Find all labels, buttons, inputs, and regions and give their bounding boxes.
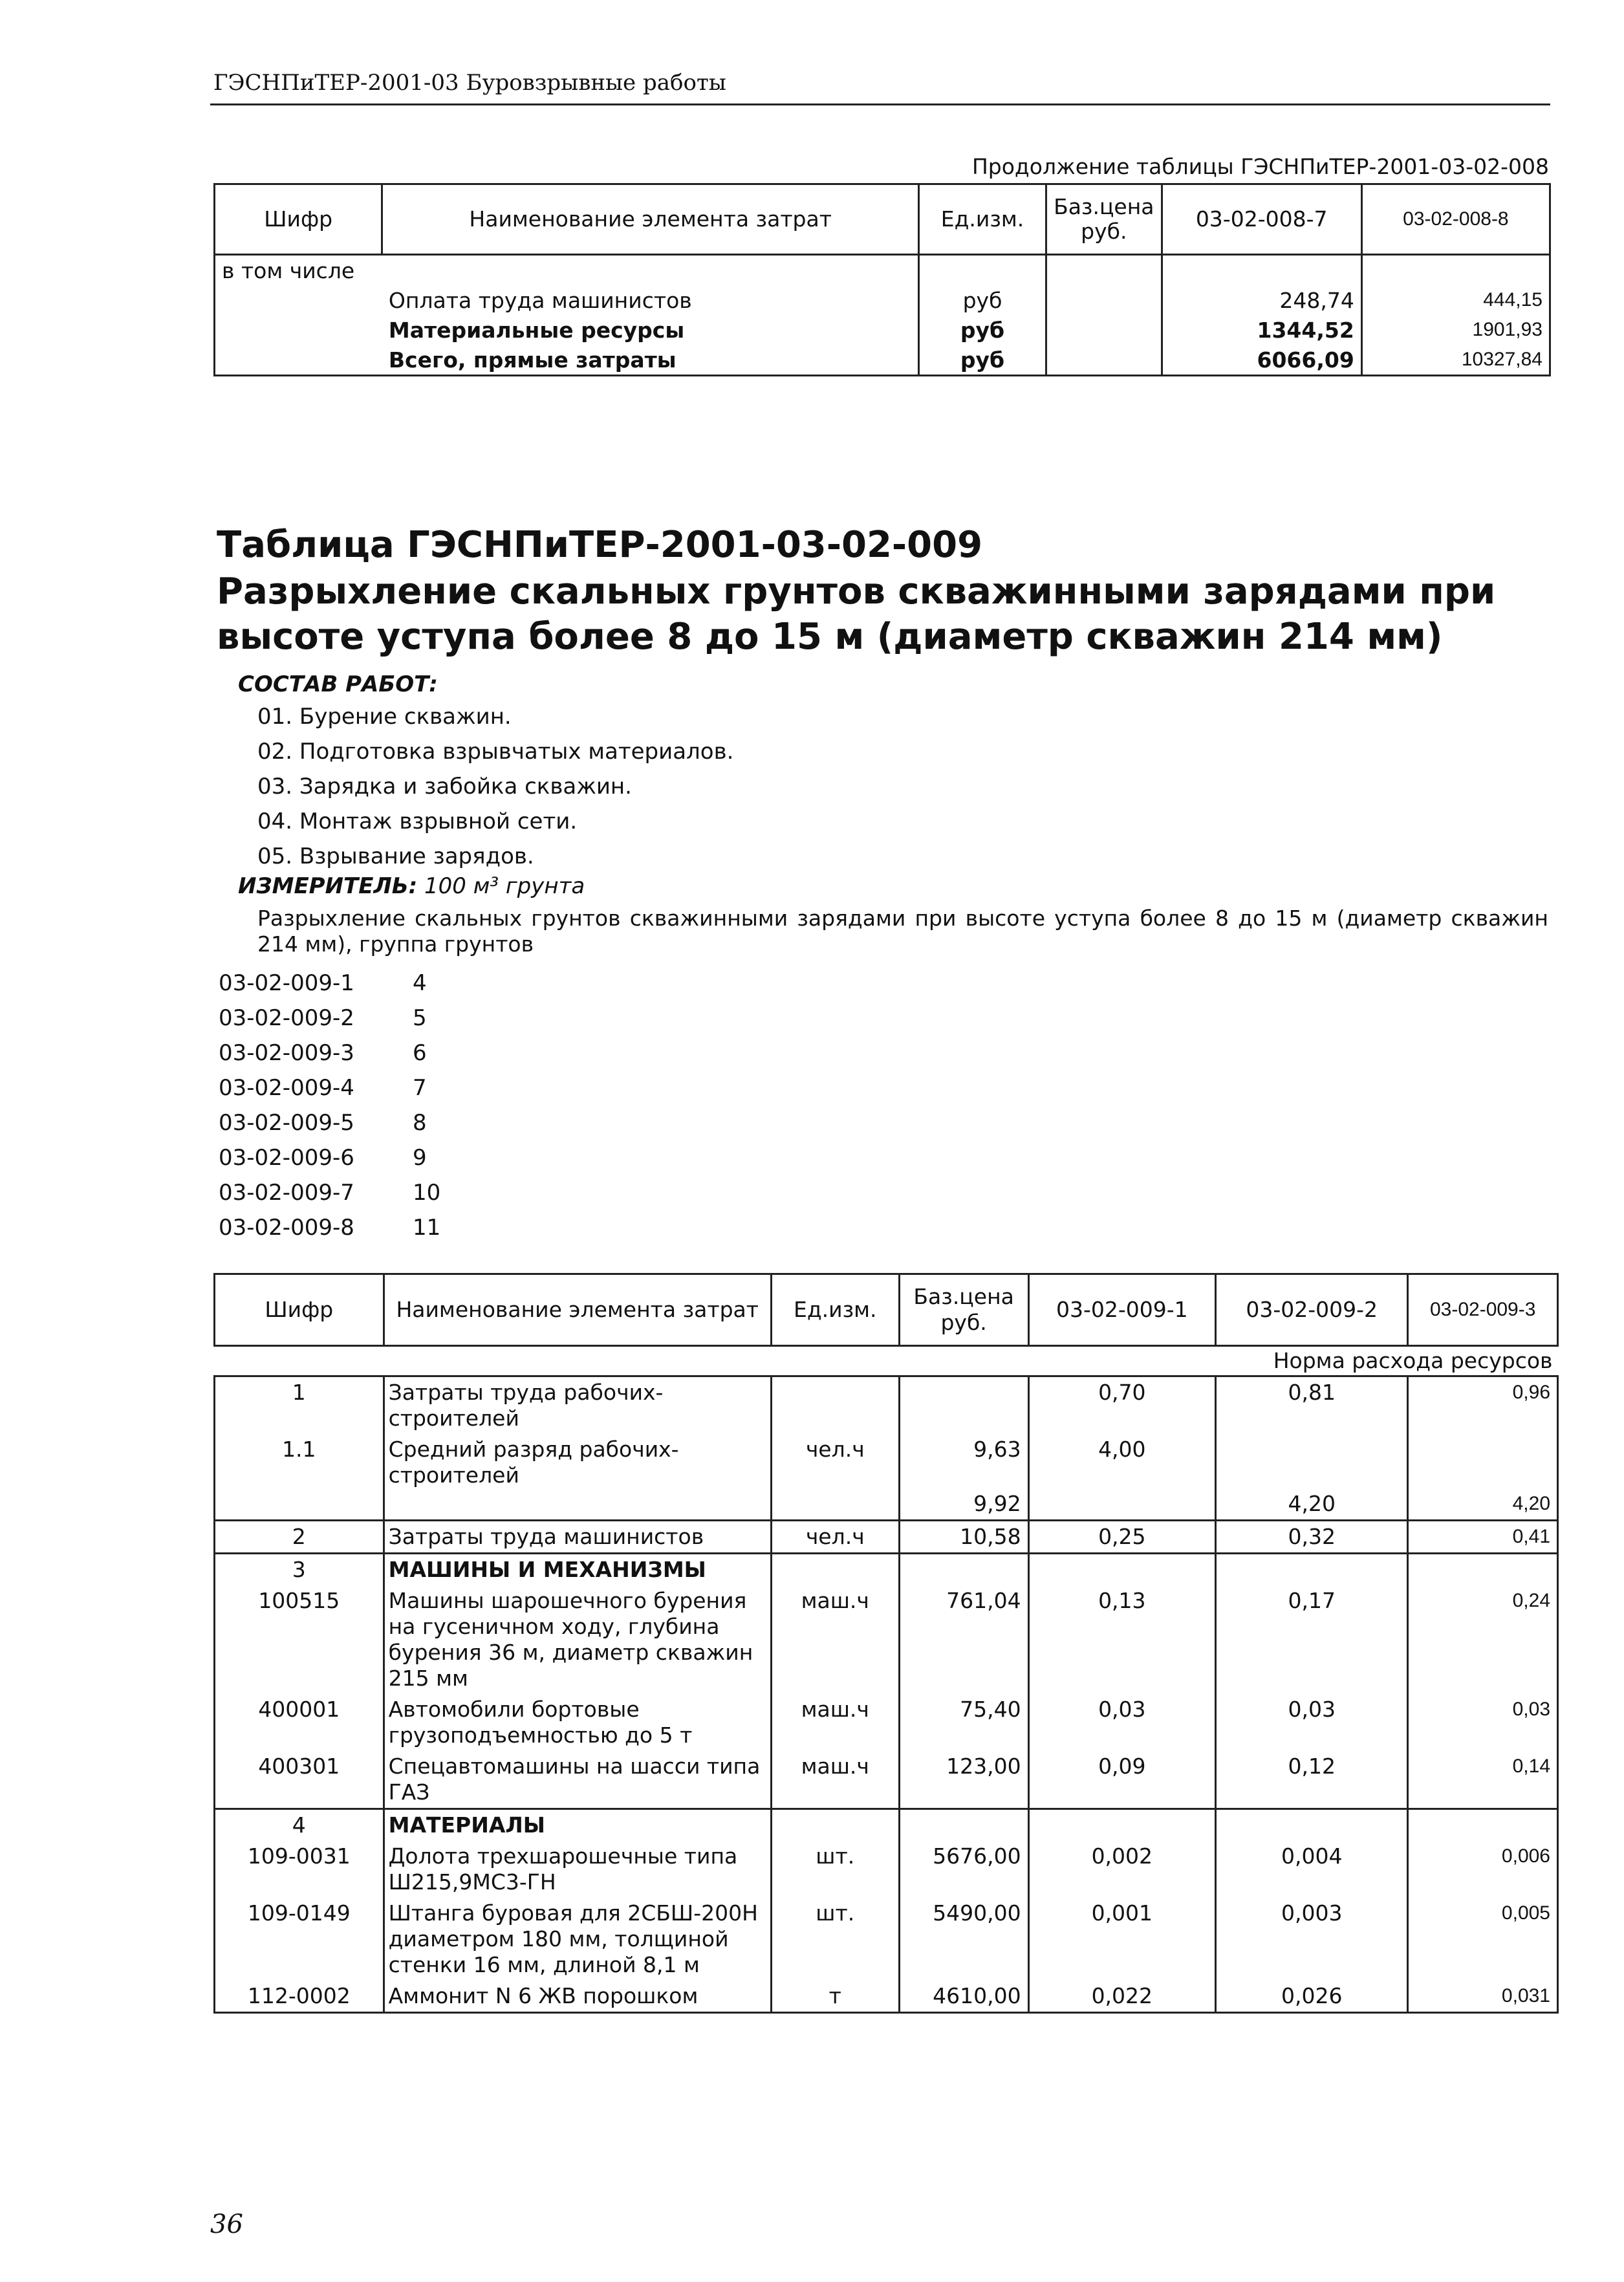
unit-cell: [771, 1554, 899, 1586]
table-row: [215, 345, 1550, 376]
value-cell: 444,15: [1361, 285, 1550, 315]
code-row: [219, 1040, 427, 1066]
soil-group: 8: [413, 1110, 427, 1136]
value-cell: [1216, 1554, 1408, 1586]
value-cell: 0,006: [1408, 1841, 1558, 1898]
unit-cell: маш.ч: [771, 1751, 899, 1809]
work-item: 02. Подготовка взрывчатых материалов.: [257, 739, 734, 765]
value-cell: [1028, 1554, 1215, 1586]
value-cell: 0,13: [1028, 1585, 1215, 1694]
table-row: [215, 1521, 1558, 1554]
resource-name: Машины шарошечного бурения на гусеничном ходу, глубина бурения 36 м, диаметр скважин 215 мм: [384, 1585, 771, 1694]
value-cell: 10327,84: [1361, 345, 1550, 376]
resource-code: 100515: [215, 1585, 384, 1694]
value-cell: 0,12: [1216, 1751, 1408, 1809]
table-row: [215, 285, 1550, 315]
table-row: [215, 1585, 1558, 1694]
table-row: [215, 1751, 1558, 1809]
table-title: Таблица ГЭСНПиТЕР-2001-03-02-009: [217, 524, 983, 566]
value-cell: 0,96: [1408, 1376, 1558, 1435]
soil-group: 4: [413, 970, 427, 996]
unit-cell: руб: [918, 285, 1046, 315]
unit-cell: маш.ч: [771, 1694, 899, 1751]
resource-name: МАТЕРИАЛЫ: [384, 1809, 771, 1842]
price-cell: 9,92: [899, 1491, 1028, 1521]
value-cell: [1408, 1554, 1558, 1586]
unit-cell: маш.ч: [771, 1585, 899, 1694]
header-unit: Ед.изм.: [918, 184, 1046, 255]
header-col-008-7: 03-02-008-7: [1162, 184, 1361, 255]
resource-name: [384, 1491, 771, 1521]
value-cell: 4,00: [1028, 1434, 1215, 1491]
header-col-009-1: 03-02-009-1: [1028, 1274, 1215, 1346]
resource-name: Спецавтомашины на шасси типа ГАЗ: [384, 1751, 771, 1809]
code-row: [219, 970, 427, 996]
value-cell: 0,81: [1216, 1376, 1408, 1435]
value-cell: 248,74: [1162, 285, 1361, 315]
value-cell: 0,001: [1028, 1898, 1215, 1981]
header-col-009-2: 03-02-009-2: [1216, 1274, 1408, 1346]
code-row: [219, 1215, 441, 1241]
norm-code: 03-02-009-8: [219, 1215, 354, 1241]
value-cell: 0,25: [1028, 1521, 1215, 1554]
value-cell: [1216, 1434, 1408, 1491]
measure-line: [238, 873, 585, 899]
header-name: Наименование элемента затрат: [382, 184, 919, 255]
running-head: ГЭСНПиТЕР-2001-03 Буровзрывные работы: [213, 70, 726, 96]
value-cell: 0,022: [1028, 1981, 1215, 2013]
work-composition-label: СОСТАВ РАБОТ:: [238, 671, 438, 697]
resource-name: МАШИНЫ И МЕХАНИЗМЫ: [384, 1554, 771, 1586]
unit-cell: [771, 1491, 899, 1521]
header-cipher: Шифр: [215, 184, 382, 255]
price-cell: 5676,00: [899, 1841, 1028, 1898]
norm-code: 03-02-009-2: [219, 1005, 354, 1031]
table-row: [215, 1981, 1558, 2013]
work-item: 01. Бурение скважин.: [257, 704, 512, 730]
resource-name: Штанга буровая для 2СБШ-200Н диаметром 180 мм, толщиной стенки 16 мм, длиной 8,1 м: [384, 1898, 771, 1981]
norm-description: Разрыхление скальных грунтов скважинными зарядами при высоте уступа более 8 до 15 м (диаметр скважин 214 мм), группа грунтов: [257, 906, 1548, 957]
unit-cell: [918, 255, 1046, 286]
table-row: [215, 1694, 1558, 1751]
table-row: [215, 1898, 1558, 1981]
norms-table: [213, 1273, 1559, 2014]
price-cell: [1046, 285, 1162, 315]
measure-value: 100 м³ грунта: [424, 873, 585, 899]
value-cell: 6066,09: [1162, 345, 1361, 376]
code-row: [219, 1110, 427, 1136]
price-cell: 761,04: [899, 1585, 1028, 1694]
price-cell: [1046, 345, 1162, 376]
code-row: [219, 1145, 427, 1171]
value-cell: [1408, 1809, 1558, 1842]
header-col-008-8: 03-02-008-8: [1361, 184, 1550, 255]
header-name: Наименование элемента затрат: [384, 1274, 771, 1346]
table-row: [215, 1434, 1558, 1491]
value-cell: 1344,52: [1162, 315, 1361, 345]
value-cell: 0,24: [1408, 1585, 1558, 1694]
value-cell: 0,03: [1408, 1694, 1558, 1751]
soil-group: 9: [413, 1145, 427, 1171]
price-cell: [899, 1554, 1028, 1586]
value-cell: 0,026: [1216, 1981, 1408, 2013]
value-cell: 4,20: [1408, 1491, 1558, 1521]
norm-code: 03-02-009-1: [219, 970, 354, 996]
page-number: 36: [210, 2210, 243, 2239]
value-cell: 0,09: [1028, 1751, 1215, 1809]
soil-group: 6: [413, 1040, 427, 1066]
table-row: [215, 1554, 1558, 1586]
value-cell: 0,41: [1408, 1521, 1558, 1554]
resource-name: Долота трехшарошечные типа Ш215,9МС3-ГН: [384, 1841, 771, 1898]
value-cell: [1028, 1491, 1215, 1521]
norm-code: 03-02-009-4: [219, 1075, 354, 1101]
cipher-cell: [215, 315, 382, 345]
value-cell: 0,03: [1216, 1694, 1408, 1751]
value-cell: [1162, 255, 1361, 286]
soil-group: 7: [413, 1075, 427, 1101]
value-cell: 0,002: [1028, 1841, 1215, 1898]
cost-element-name: Материальные ресурсы: [382, 315, 919, 345]
code-row: [219, 1005, 427, 1031]
continuation-table: [213, 183, 1551, 376]
price-cell: [899, 1376, 1028, 1435]
table-row: [215, 1376, 1558, 1435]
price-cell: 123,00: [899, 1751, 1028, 1809]
header-base-price: Баз.цена руб.: [1046, 184, 1162, 255]
table-subtitle: Разрыхление скальных грунтов скважинными зарядами при высоте уступа более 8 до 15 м (диаметр скважин 214 мм): [217, 570, 1496, 658]
value-cell: [1028, 1809, 1215, 1842]
code-row: [219, 1075, 427, 1101]
price-cell: 5490,00: [899, 1898, 1028, 1981]
price-cell: 9,63: [899, 1434, 1028, 1491]
resource-code: 4: [215, 1809, 384, 1842]
value-cell: [1408, 1434, 1558, 1491]
norma-caption: Норма расхода ресурсов: [215, 1346, 1558, 1376]
price-cell: [1046, 315, 1162, 345]
resource-name: Затраты труда машинистов: [384, 1521, 771, 1554]
norm-code: 03-02-009-7: [219, 1180, 354, 1206]
table-row: [215, 315, 1550, 345]
header-unit: Ед.изм.: [771, 1274, 899, 1346]
cost-element-name: в том числе: [215, 255, 919, 286]
value-cell: 0,031: [1408, 1981, 1558, 2013]
unit-cell: руб: [918, 345, 1046, 376]
value-cell: 0,14: [1408, 1751, 1558, 1809]
resource-code: 2: [215, 1521, 384, 1554]
header-rule: [210, 103, 1550, 105]
code-row: [219, 1180, 441, 1206]
unit-cell: шт.: [771, 1841, 899, 1898]
value-cell: 0,03: [1028, 1694, 1215, 1751]
resource-code: 1.1: [215, 1434, 384, 1491]
cipher-cell: [215, 285, 382, 315]
resource-code: 109-0149: [215, 1898, 384, 1981]
resource-name: Автомобили бортовые грузоподъемностью до 5 т: [384, 1694, 771, 1751]
resource-code: 3: [215, 1554, 384, 1586]
value-cell: 0,32: [1216, 1521, 1408, 1554]
soil-group: 5: [413, 1005, 427, 1031]
table-row: [215, 1491, 1558, 1521]
value-cell: [1216, 1809, 1408, 1842]
work-item: 04. Монтаж взрывной сети.: [257, 809, 578, 834]
unit-cell: чел.ч: [771, 1521, 899, 1554]
soil-group: 11: [413, 1215, 441, 1241]
table-row: [215, 255, 1550, 286]
norm-code: 03-02-009-3: [219, 1040, 354, 1066]
value-cell: 0,17: [1216, 1585, 1408, 1694]
value-cell: 0,70: [1028, 1376, 1215, 1435]
table-row: [215, 1841, 1558, 1898]
unit-cell: руб: [918, 315, 1046, 345]
resource-code: 400001: [215, 1694, 384, 1751]
header-cipher: Шифр: [215, 1274, 384, 1346]
resource-code: 400301: [215, 1751, 384, 1809]
soil-group: 10: [413, 1180, 441, 1206]
work-item: 05. Взрывание зарядов.: [257, 843, 534, 869]
unit-cell: т: [771, 1981, 899, 2013]
value-cell: 4,20: [1216, 1491, 1408, 1521]
price-cell: 75,40: [899, 1694, 1028, 1751]
price-cell: 10,58: [899, 1521, 1028, 1554]
resource-code: 1: [215, 1376, 384, 1435]
value-cell: 0,003: [1216, 1898, 1408, 1981]
norm-code: 03-02-009-6: [219, 1145, 354, 1171]
table-row: [215, 1809, 1558, 1842]
work-item: 03. Зарядка и забойка скважин.: [257, 774, 632, 799]
cipher-cell: [215, 345, 382, 376]
resource-code: 109-0031: [215, 1841, 384, 1898]
value-cell: 0,004: [1216, 1841, 1408, 1898]
value-cell: 1901,93: [1361, 315, 1550, 345]
header-col-009-3: 03-02-009-3: [1408, 1274, 1558, 1346]
header-base-price: Баз.цена руб.: [899, 1274, 1028, 1346]
resource-name: Аммонит N 6 ЖВ порошком: [384, 1981, 771, 2013]
measure-label: ИЗМЕРИТЕЛЬ:: [238, 873, 418, 899]
resource-code: 112-0002: [215, 1981, 384, 2013]
unit-cell: чел.ч: [771, 1434, 899, 1491]
norm-code: 03-02-009-5: [219, 1110, 354, 1136]
cost-element-name: Всего, прямые затраты: [382, 345, 919, 376]
value-cell: [1361, 255, 1550, 286]
continuation-caption: Продолжение таблицы ГЭСНПиТЕР-2001-03-02-008: [971, 154, 1549, 179]
value-cell: 0,005: [1408, 1898, 1558, 1981]
unit-cell: [771, 1376, 899, 1435]
price-cell: [899, 1809, 1028, 1842]
price-cell: [1046, 255, 1162, 286]
cost-element-name: Оплата труда машинистов: [382, 285, 919, 315]
unit-cell: шт.: [771, 1898, 899, 1981]
resource-name: Средний разряд рабочих-строителей: [384, 1434, 771, 1491]
resource-code: [215, 1491, 384, 1521]
unit-cell: [771, 1809, 899, 1842]
resource-name: Затраты труда рабочих-строителей: [384, 1376, 771, 1435]
price-cell: 4610,00: [899, 1981, 1028, 2013]
